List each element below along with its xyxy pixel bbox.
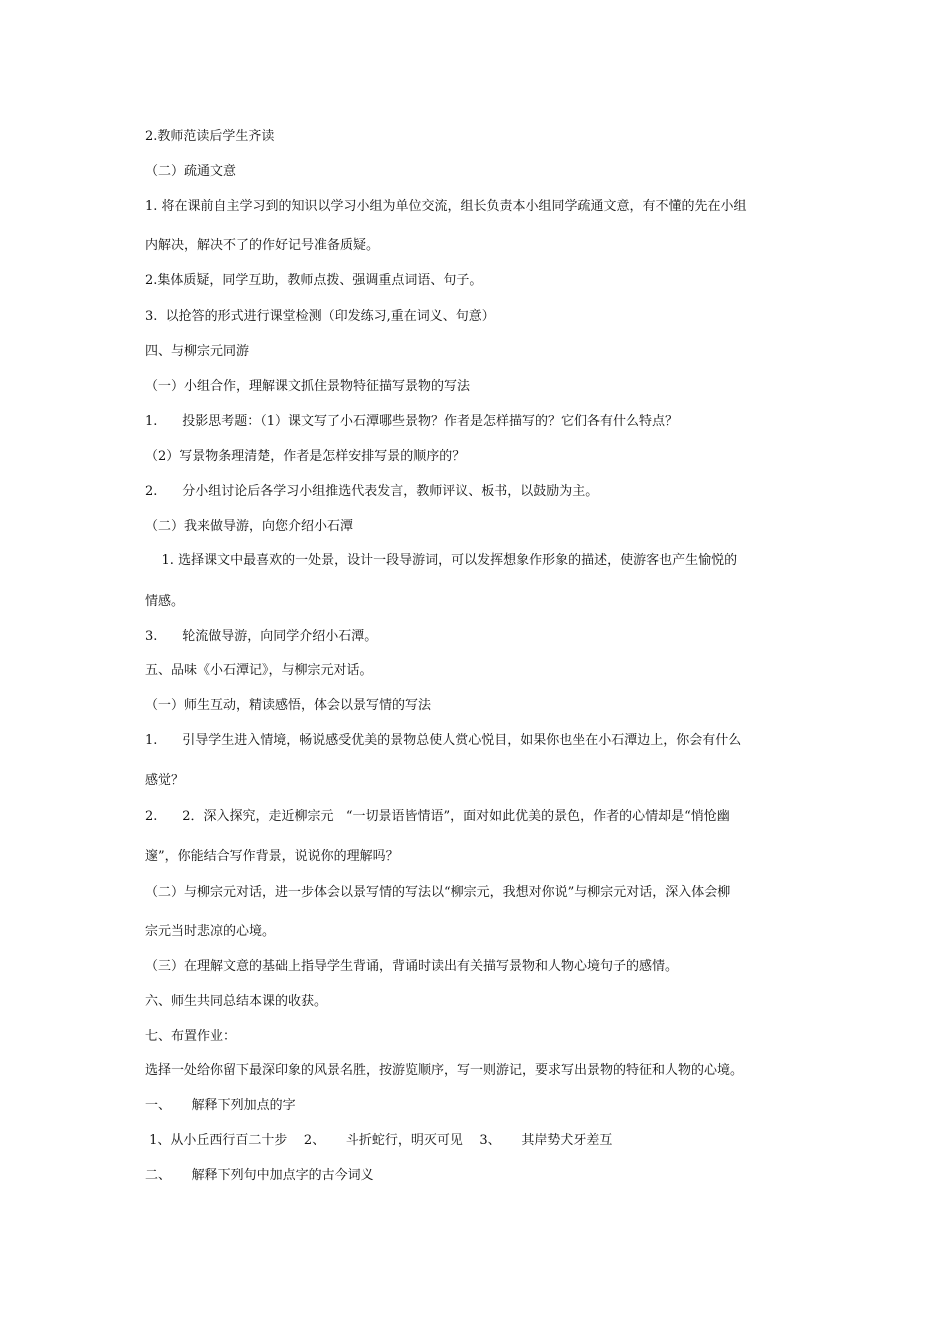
text-line: （二）我来做导游，向您介绍小石潭 <box>145 519 354 534</box>
text-line: 2. 分小组讨论后各学习小组推选代表发言，教师评议、板书，以鼓励为主。 <box>145 484 599 499</box>
text-line: 2. 2．深入探究，走近柳宗元 “一切景语皆情语”，面对如此优美的景色，作者的心情却是“悄怆幽 <box>145 809 730 824</box>
text-line: （一）师生互动，精读感悟，体会以景写情的写法 <box>145 698 432 713</box>
text-line: 3. 轮流做导游，向同学介绍小石潭。 <box>145 629 378 644</box>
section-heading: 六、师生共同总结本课的收获。 <box>145 994 328 1009</box>
text-line: 1. 引导学生进入情境，畅说感受优美的景物总使人赏心悦目，如果你也坐在小石潭边上，你会有什么 <box>145 733 742 748</box>
text-line: 1. 将在课前自主学习到的知识以学习小组为单位交流，组长负责本小组同学疏通文意，有不懂的先在小组 <box>145 199 747 214</box>
section-heading: 五、品味《小石潭记》，与柳宗元对话。 <box>145 663 373 678</box>
text-line: 3. 以抢答的形式进行课堂检测（印发练习,重在词义、句意） <box>145 309 495 324</box>
text-line: 二、 解释下列句中加点字的古今词义 <box>145 1168 374 1183</box>
text-line: 2.集体质疑，同学互助，教师点拨、强调重点词语、句子。 <box>145 273 483 288</box>
text-line: 选择一处给你留下最深印象的风景名胜，按游览顺序，写一则游记，要求写出景物的特征和人物的心境。 <box>145 1063 744 1078</box>
text-line: 感觉？ <box>145 773 185 788</box>
text-line: 1、从小丘西行百二十步 2、 斗折蛇行，明灭可见 3、 其岸势犬牙差互 <box>145 1133 613 1148</box>
text-line: （三）在理解文意的基础上指导学生背诵，背诵时读出有关描写景物和人物心境句子的感情。 <box>145 959 679 974</box>
text-line: （二）与柳宗元对话，进一步体会以景写情的写法以“柳宗元，我想对你说”与柳宗元对话，深入体会柳 <box>145 885 731 900</box>
text-line: （一）小组合作，理解课文抓住景物特征描写景物的写法 <box>145 379 471 394</box>
section-heading: 七、布置作业： <box>145 1029 237 1044</box>
text-line: （2）写景物条理清楚，作者是怎样安排写景的顺序的？ <box>145 449 466 464</box>
text-line: 内解决，解决不了的作好记号准备质疑。 <box>145 238 380 253</box>
text-line: 1. 投影思考题：（1）课文写了小石潭哪些景物？作者是怎样描写的？它们各有什么特点？ <box>145 414 678 429</box>
text-line: 邃”，你能结合写作背景，说说你的理解吗？ <box>145 849 399 864</box>
text-line: 2.教师范读后学生齐读 <box>145 129 275 144</box>
text-line: 宗元当时悲凉的心境。 <box>145 924 276 939</box>
text-line: 情感。 <box>145 594 185 609</box>
text-line: 1. 选择课文中最喜欢的一处景，设计一段导游词，可以发挥想象作形象的描述，使游客也产生愉悦的 <box>145 553 738 568</box>
section-heading: 四、与柳宗元同游 <box>145 344 250 359</box>
text-line: 一、 解释下列加点的字 <box>145 1098 296 1113</box>
text-line: （二）疏通文意 <box>145 164 237 179</box>
